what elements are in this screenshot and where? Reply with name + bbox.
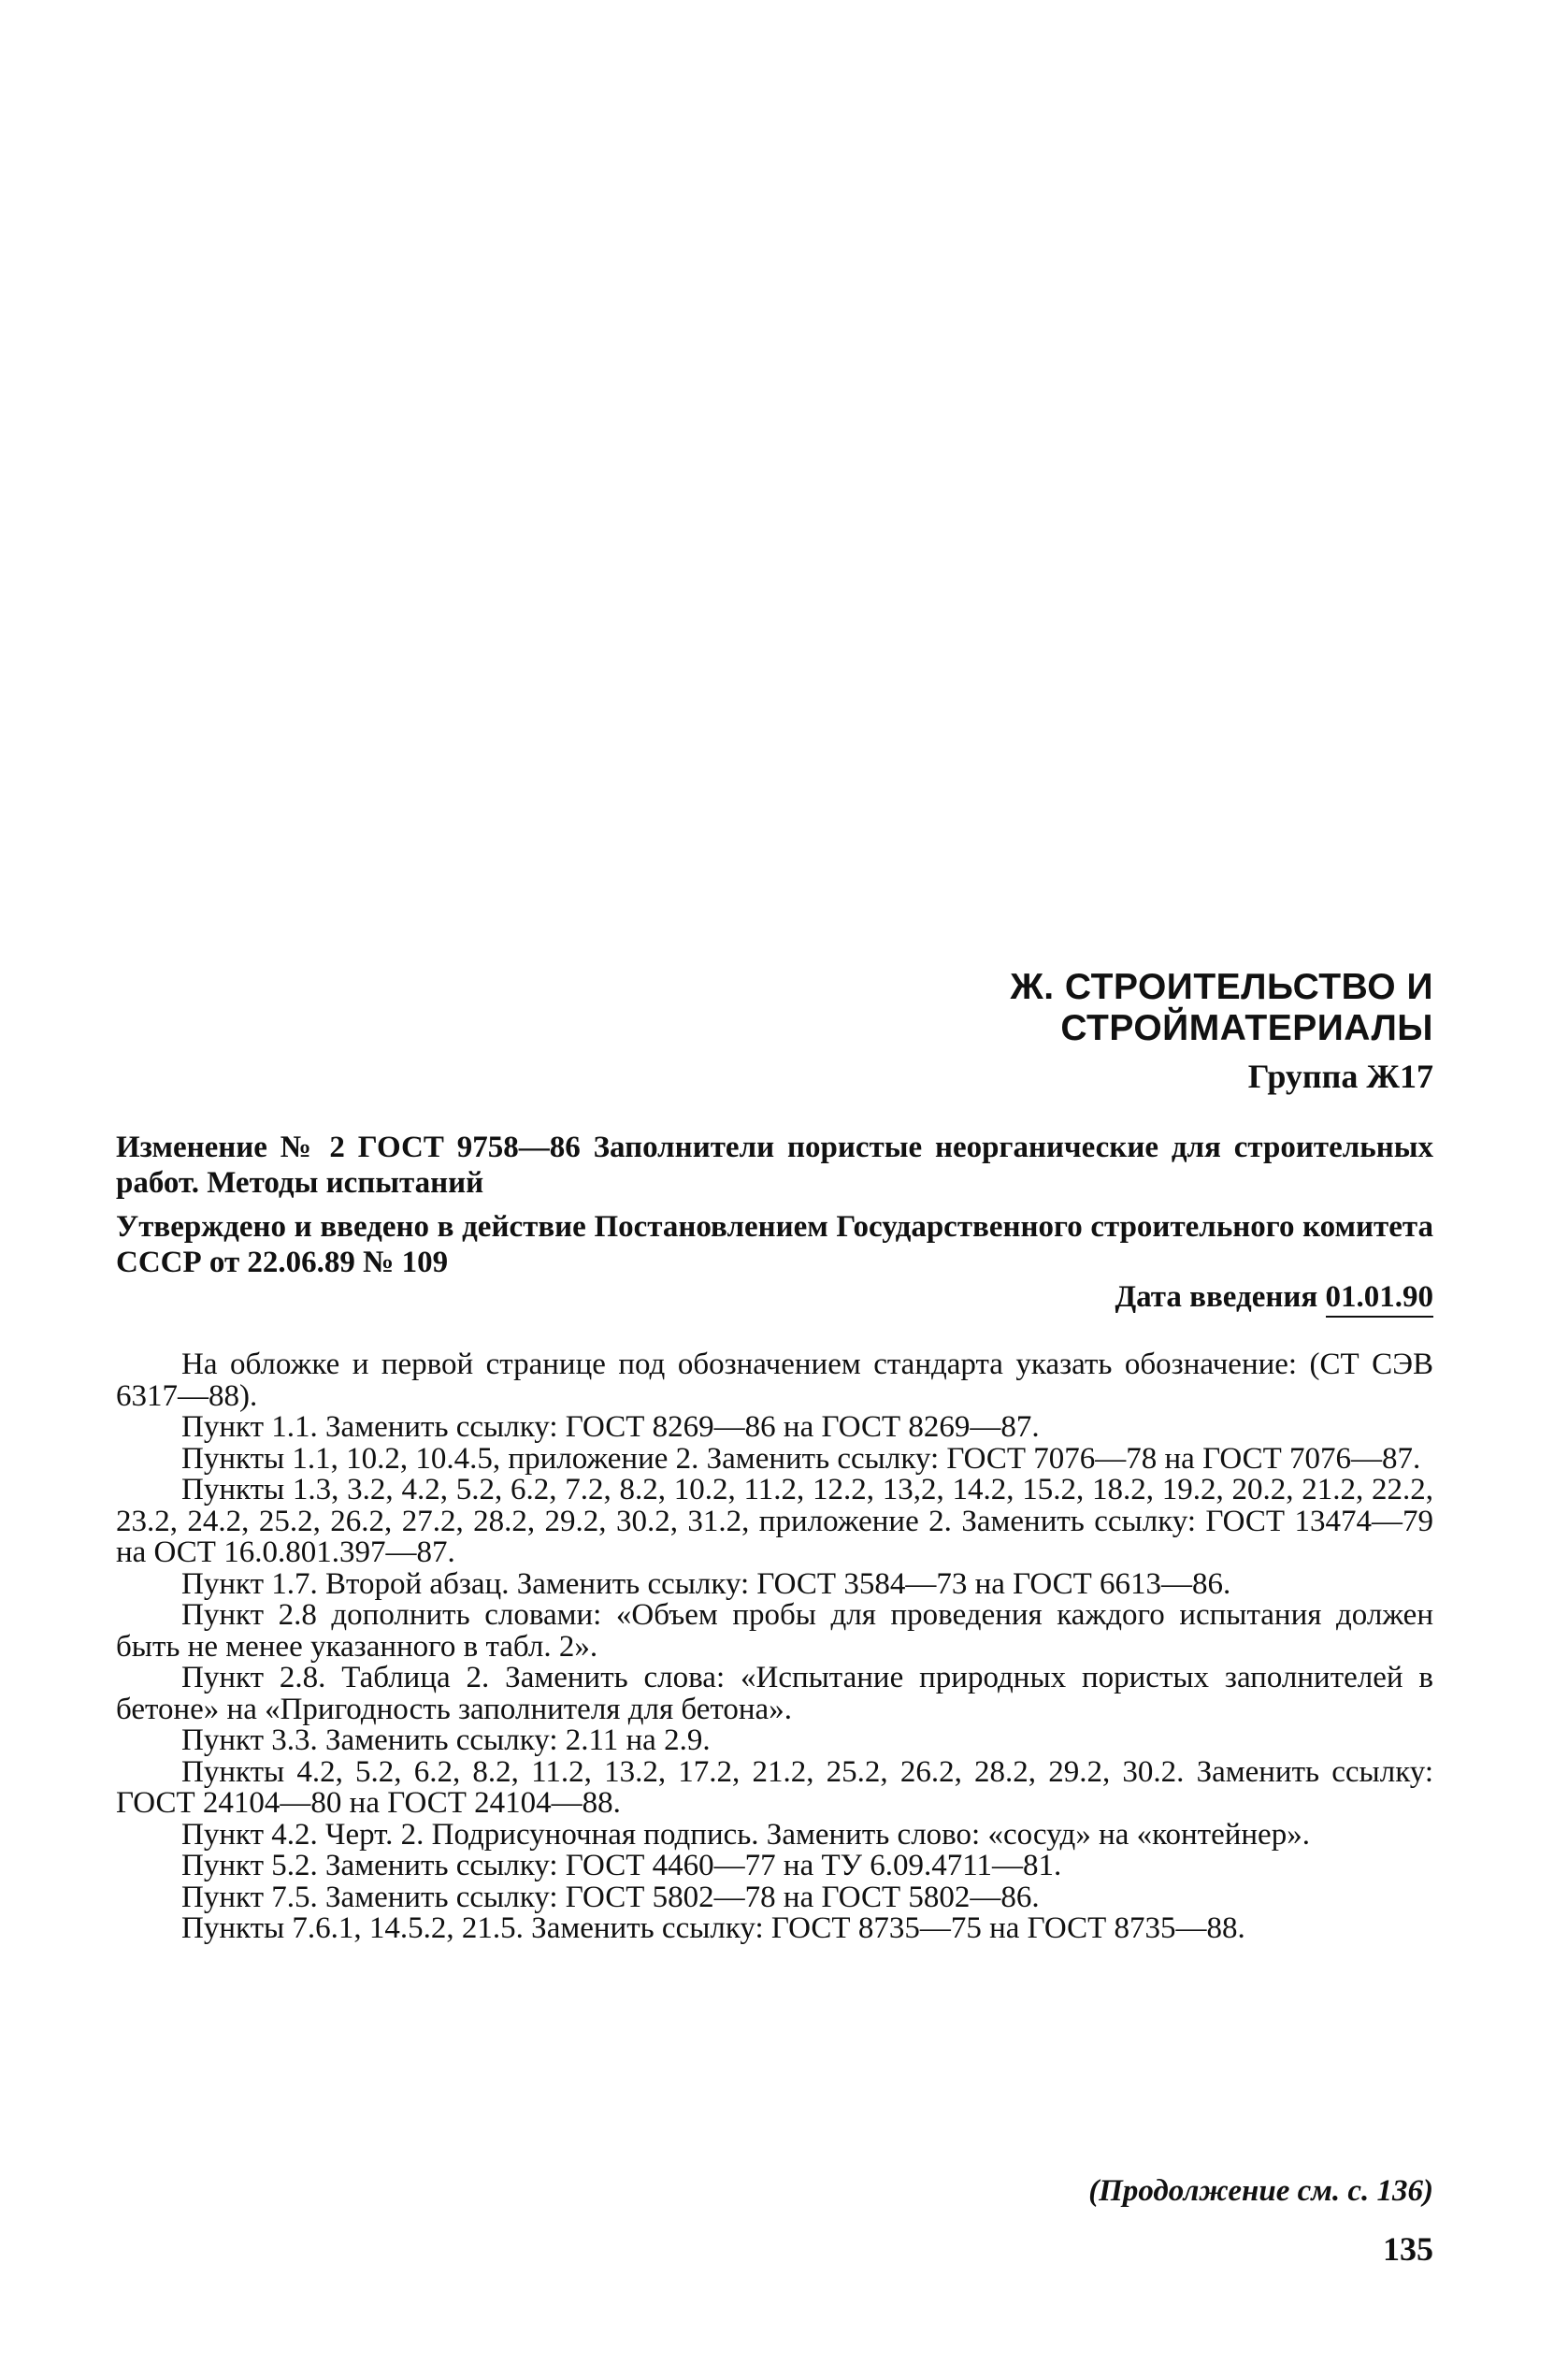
paragraph: На обложке и первой странице под обозначением стандарта указать обозначение: (СТ СЭВ 6317—88).: [116, 1348, 1433, 1413]
amendment-body: [116, 1349, 1433, 1945]
paragraph: Пункты 7.6.1, 14.5.2, 21.5. Заменить ссылку: ГОСТ 8735—75 на ГОСТ 8735—88.: [181, 1911, 1245, 1945]
paragraph: Пункт 1.7. Второй абзац. Заменить ссылку: ГОСТ 3584—73 на ГОСТ 6613—86.: [181, 1566, 1231, 1601]
date-label: Дата введения: [1115, 1280, 1318, 1314]
paragraph: Пункт 2.8 дополнить словами: «Объем пробы для проведения каждого испытания должен быть не менее указанного в табл. 2».: [116, 1598, 1433, 1664]
introduction-date: [842, 1280, 1433, 1318]
paragraph: Пункт 7.5. Заменить ссылку: ГОСТ 5802—78 на ГОСТ 5802—86.: [181, 1880, 1040, 1914]
page-number: 135: [1383, 2230, 1433, 2268]
paragraph: Пункт 3.3. Заменить ссылку: 2.11 на 2.9.: [181, 1723, 711, 1757]
group-code: Группа Ж17: [1247, 1058, 1433, 1095]
amendment-title: Изменение № 2 ГОСТ 9758—86 Заполнители пористые неорганические для строительных работ. Методы испытаний: [116, 1131, 1433, 1200]
paragraph: Пункт 4.2. Черт. 2. Подрисуночная подпись. Заменить слово: «сосуд» на «контейнер».: [181, 1817, 1310, 1852]
paragraph: Пункты 4.2, 5.2, 6.2, 8.2, 11.2, 13.2, 17.2, 21.2, 25.2, 26.2, 28.2, 29.2, 30.2. Заменить ссылку: ГОСТ 24104—80 на ГОСТ 24104—88.: [116, 1754, 1433, 1820]
paragraph: Пункты 1.1, 10.2, 10.4.5, приложение 2. Заменить ссылку: ГОСТ 7076—78 на ГОСТ 7076—87.: [181, 1441, 1421, 1476]
paragraph: Пункты 1.3, 3.2, 4.2, 5.2, 6.2, 7.2, 8.2, 10.2, 11.2, 12.2, 13,2, 14.2, 15.2, 18.2, 19.2, 20.2, 21.2, 22.2, 23.2, 24.2, 25.2, 26.2, 27.2, 28.2, 29.2, 30.2, 31.2, приложение 2. Заменить ссылку: ГОСТ 13474—79 на ОСТ 16.0.801.397—87.: [116, 1473, 1433, 1569]
paragraph: Пункт 5.2. Заменить ссылку: ГОСТ 4460—77 на ТУ 6.09.4711—81.: [181, 1849, 1062, 1882]
date-value: 01.01.90: [1326, 1280, 1434, 1318]
approval-statement: Утверждено и введено в действие Постановлением Государственного строительного комитета СССР от 22.06.89 № 109: [116, 1210, 1433, 1279]
paragraph: Пункт 1.1. Заменить ссылку: ГОСТ 8269—86 на ГОСТ 8269—87.: [181, 1410, 1040, 1444]
continuation-note: (Продолжение см. с. 136): [1088, 2174, 1433, 2208]
section-title: Ж. СТРОИТЕЛЬСТВО И СТРОЙМАТЕРИАЛЫ: [1010, 967, 1433, 1048]
paragraph: Пункт 2.8. Таблица 2. Заменить слова: «Испытание природных пористых заполнителей в бетоне» на «Пригодность заполнителя для бетона».: [116, 1661, 1433, 1726]
